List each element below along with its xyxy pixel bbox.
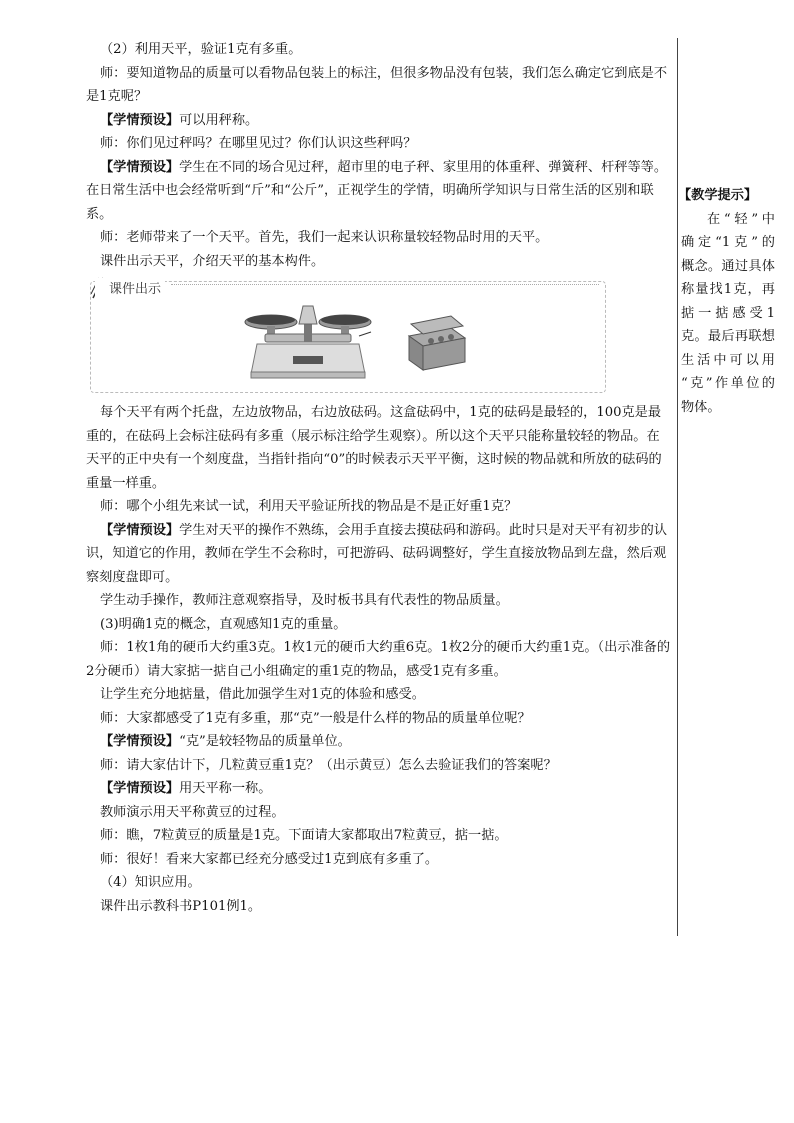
sidebar-line: 物体。 xyxy=(681,399,721,415)
paragraph: 师：请大家估计下，几粒黄豆重1克？（出示黄豆）怎么去验证我们的答案呢？ xyxy=(100,757,557,773)
paragraph: 师：老师带来了一个天平。首先，我们一起来认识称量较轻物品时用的天平。 xyxy=(100,230,549,245)
sidebar-line: 在“轻”中 xyxy=(707,211,775,227)
paragraph: 师：哪个小组先来试一试，利用天平验证所找的物品是不是正好重1克？ xyxy=(100,499,518,514)
main-content xyxy=(86,38,672,918)
teaching-tip-sidebar xyxy=(678,184,775,419)
paragraph: 让学生充分地掂量，借此加强学生对1克的体验和感受。 xyxy=(100,687,425,702)
sidebar-line: 生活中可以用 xyxy=(681,352,775,368)
paragraph: 课件出示天平，介绍天平的基本构件。 xyxy=(100,253,325,269)
sidebar-title: 【教学提示】 xyxy=(678,188,758,203)
paragraph: 【学情预设】“克”是较轻物品的质量单位。 xyxy=(100,734,351,749)
paragraph: (3)明确1克的概念，直观感知1克的重量。 xyxy=(100,616,347,632)
sidebar-line: 克。最后再联想 xyxy=(681,329,775,344)
paragraph: 【学情预设】用天平称一称。 xyxy=(100,781,272,796)
sidebar-line: “克”作单位的 xyxy=(681,376,775,391)
sidebar-line: 掂一掂感受1 xyxy=(681,305,775,321)
courseware-box xyxy=(90,281,606,393)
paragraph: 师：你们见过秤吗？在哪里见过？你们认识这些秤吗？ xyxy=(100,136,417,151)
paragraph: 师：大家都感受了1克有多重，那“克”一般是什么样的物品的质量单位呢？ xyxy=(100,710,531,726)
divider xyxy=(171,284,599,285)
paragraph: 【学情预设】学生在不同的场合见过秤，超市里的电子秤、家里用的体重秤、弹簧秤、杆秤等等。在日常生活中也会经常听到“斤”和“公斤”，正视学生的学情，明确所学知识与日常生活的区别和联系。 xyxy=(86,159,668,222)
paragraph: （2）利用天平，验证1克有多重。 xyxy=(100,42,302,57)
paragraph: 师：1枚1角的硬币大约重3克。1枚1元的硬币大约重6克。1枚2分的硬币大约重1克。（出示准备的2分硬币）请大家掂一掂自己小组确定的重1克的物品，感受1克有多重。 xyxy=(86,640,671,679)
courseware-label: 课件出示 xyxy=(95,278,165,302)
balance-scale-icon xyxy=(243,296,373,382)
paragraph: 师：瞧，7粒黄豆的质量是1克。下面请大家都取出7粒黄豆，掂一掂。 xyxy=(100,828,508,843)
paragraph: 学生动手操作，教师注意观察指导，及时板书具有代表性的物品质量。 xyxy=(100,593,509,608)
paragraph: 师：很好！看来大家都已经充分感受过1克到底有多重了。 xyxy=(100,851,439,867)
paragraph: 【学情预设】学生对天平的操作不熟练，会用手直接去摸砝码和游码。此时只是对天平有初步的认识，知道它的作用，教师在学生不会称时，可把游码、砝码调整好，学生直接放物品到左盘，然后观察刻度盘即可。 xyxy=(86,522,668,585)
paragraph: 【学情预设】可以用秤称。 xyxy=(100,112,259,128)
column-divider xyxy=(677,38,678,936)
paragraph: 师：要知道物品的质量可以看物品包装上的标注，但很多物品没有包装，我们怎么确定它到底是不是1克呢？ xyxy=(86,65,668,104)
paragraph: 教师演示用天平称黄豆的过程。 xyxy=(100,804,285,820)
sidebar-line: 概念。通过具体 xyxy=(681,258,775,274)
weight-box-icon xyxy=(405,314,469,372)
sidebar-line: 称量找1克，再 xyxy=(681,282,775,297)
paragraph: 课件出示教科书P101例1。 xyxy=(100,898,262,914)
paragraph: （4）知识应用。 xyxy=(100,875,201,890)
paragraph: 每个天平有两个托盘，左边放物品，右边放砝码。这盒砝码中，1克的砝码是最轻的，100克是最重的，在砝码上会标注砝码有多重（展示标注给学生观察）。所以这个天平只能称量较轻的物品。在天平的正中央有一个刻度盘，当指针指向“0”的时候表示天平平衡，这时候的物品就和所放的砝码的重量一样重。 xyxy=(86,405,662,491)
sidebar-line: 确定“1克”的 xyxy=(681,235,775,250)
